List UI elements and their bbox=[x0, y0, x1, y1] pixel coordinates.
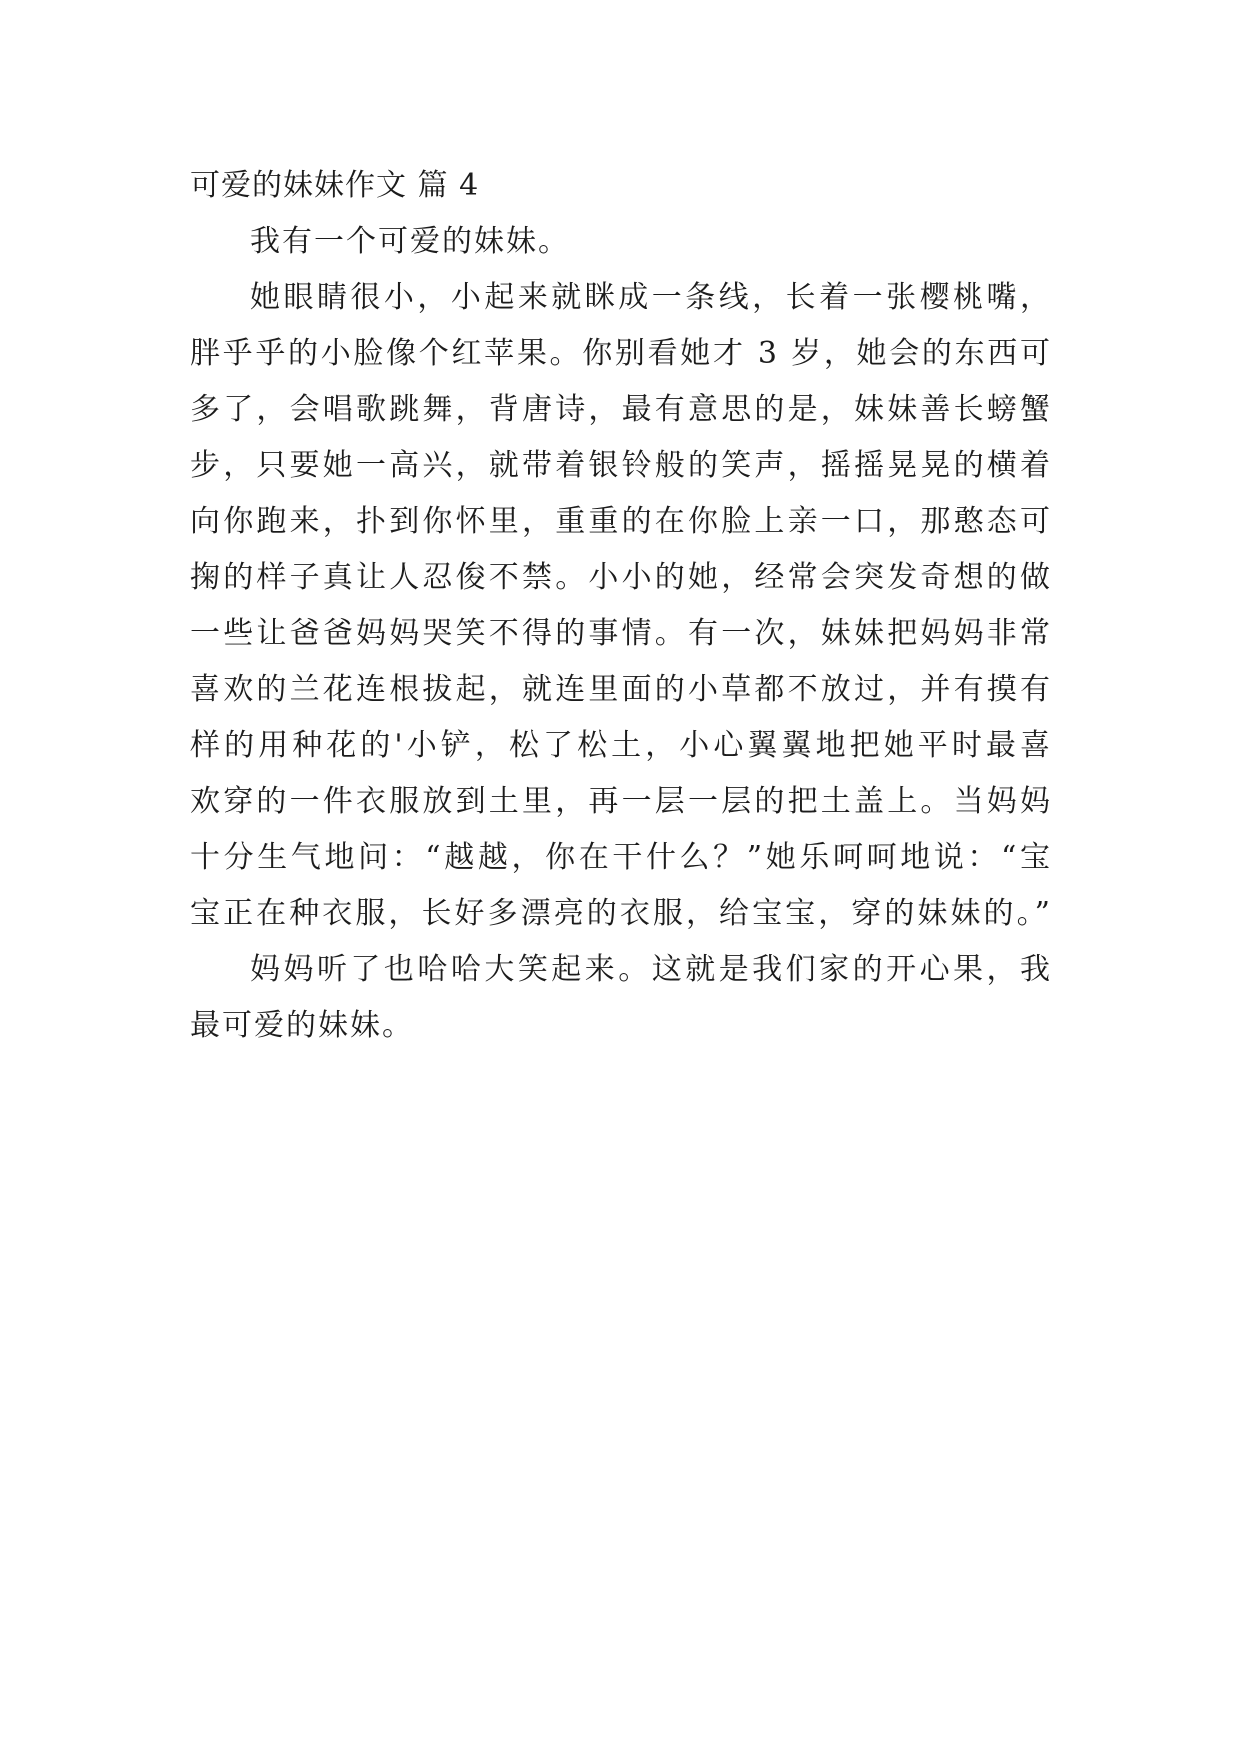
paragraph-line: 十分生气地问：“越越，你在干什么？”她乐呵呵地说：“宝 bbox=[190, 840, 1052, 875]
paragraph-line: 一些让爸爸妈妈哭笑不得的事情。有一次，妹妹把妈妈非常 bbox=[190, 616, 1052, 651]
paragraph-line: 宝正在种衣服，长好多漂亮的衣服，给宝宝，穿的妹妹的。” bbox=[190, 896, 1052, 931]
paragraph-line: 最可爱的妹妹。 bbox=[190, 1008, 414, 1043]
page-title: 可爱的妹妹作文 篇 4 bbox=[190, 168, 480, 203]
document-body bbox=[190, 158, 1052, 1054]
paragraph-line: 样的用种花的'小铲，松了松土，小心翼翼地把她平时最喜 bbox=[190, 728, 1052, 763]
paragraph-line: 欢穿的一件衣服放到土里，再一层一层的把土盖上。当妈妈 bbox=[190, 784, 1052, 819]
paragraph-line: 她眼睛很小，小起来就眯成一条线，长着一张樱桃嘴， bbox=[250, 280, 1052, 315]
paragraph bbox=[190, 214, 1052, 270]
paragraph-line: 喜欢的兰花连根拔起，就连里面的小草都不放过，并有摸有 bbox=[190, 672, 1052, 707]
paragraph-line: 步，只要她一高兴，就带着银铃般的笑声，摇摇晃晃的横着 bbox=[190, 448, 1052, 483]
paragraph-line: 多了，会唱歌跳舞，背唐诗，最有意思的是，妹妹善长螃蟹 bbox=[190, 392, 1052, 427]
paragraph-line: 妈妈听了也哈哈大笑起来。这就是我们家的开心果，我 bbox=[250, 952, 1052, 987]
paragraph-line: 我有一个可爱的妹妹。 bbox=[250, 224, 570, 259]
paragraph bbox=[190, 942, 1052, 1054]
paragraph-line: 掬的样子真让人忍俊不禁。小小的她，经常会突发奇想的做 bbox=[190, 560, 1052, 595]
paragraph-line: 胖乎乎的小脸像个红苹果。你别看她才 3 岁，她会的东西可 bbox=[190, 336, 1052, 371]
paragraph-line: 向你跑来，扑到你怀里，重重的在你脸上亲一口，那憨态可 bbox=[190, 504, 1052, 539]
paragraph bbox=[190, 270, 1052, 942]
